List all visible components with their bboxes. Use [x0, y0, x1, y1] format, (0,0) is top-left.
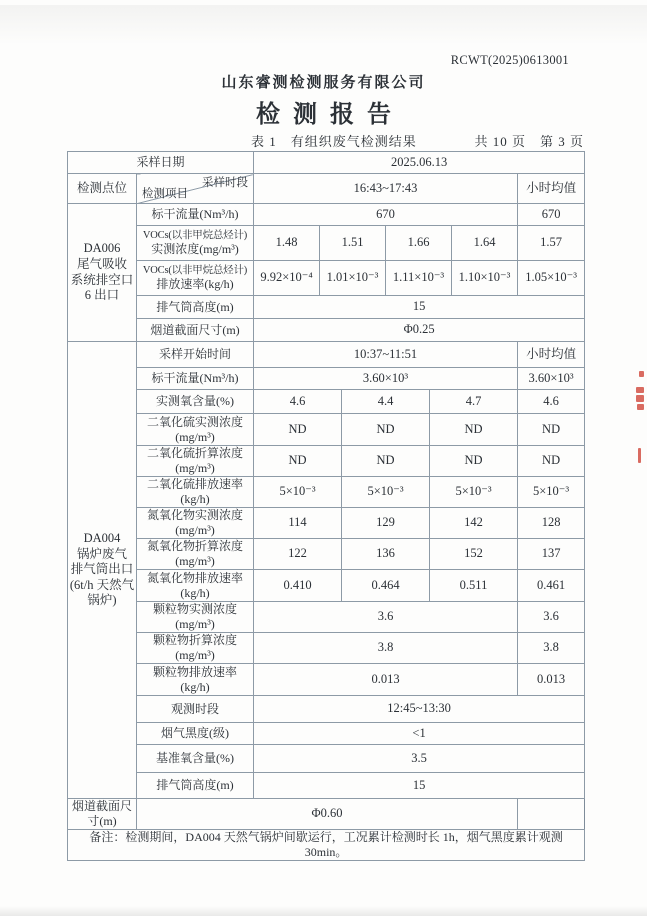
point-line: 尾气吸收: [76, 256, 127, 271]
table-row: [68, 508, 585, 539]
row-value: 1.01×10⁻³: [320, 261, 386, 296]
hourly-value: 670: [518, 204, 585, 226]
row-value: 1.64: [452, 226, 518, 261]
hourly-avg-header: 小时均值: [518, 174, 585, 204]
note-text: 备注：检测期间，DA004 天然气锅炉间歇运行，工况累计检测时长 1h，烟气黑度累计观测 30min。: [68, 830, 585, 861]
row-label-line2: (mg/m³): [175, 429, 215, 444]
hourly-value: 3.6: [518, 602, 585, 633]
row-label: 标干流量(Nm³/h): [137, 204, 254, 226]
results-table: [67, 151, 585, 861]
table-row: [68, 296, 585, 319]
hourly-value: 4.6: [518, 390, 585, 414]
table-row: [68, 633, 585, 664]
sampling-date-label: 采样日期: [68, 152, 254, 174]
row-label-line2: 排放速率(kg/h): [156, 277, 234, 292]
table-row: [68, 745, 585, 773]
row-label: 采样开始时间: [137, 342, 254, 368]
row-value: ND: [342, 414, 430, 446]
row-label: [137, 477, 254, 508]
point-line: DA006: [83, 241, 121, 256]
table-row: [68, 723, 585, 745]
table-row: [68, 773, 585, 799]
report-title: 检测报告: [256, 102, 404, 128]
row-value: 3.6: [254, 602, 518, 633]
hourly-value: 0.461: [518, 570, 585, 602]
diagonal-header-cell: [137, 174, 254, 204]
table-row: [68, 390, 585, 414]
row-label-line2: 实测浓度(mg/m³): [151, 242, 239, 257]
row-label: 排气筒高度(m): [137, 773, 254, 799]
table-row: [68, 696, 585, 723]
row-label: [137, 539, 254, 570]
report-number: RCWT(2025)0613001: [450, 53, 569, 67]
stamp-fragment: [637, 404, 644, 410]
row-label: [137, 226, 254, 261]
point-line: 锅炉废气: [76, 546, 127, 561]
table-row: [68, 446, 585, 477]
stamp-fragment: [636, 395, 644, 402]
row-label: 烟道截面尺寸(m): [137, 319, 254, 342]
row-value: 5×10⁻³: [342, 477, 430, 508]
row-label-line1: 二氧化硫排放速率: [147, 477, 244, 491]
row-value: 1.10×10⁻³: [452, 261, 518, 296]
row-label-line1: 氮氧化物排放速率: [147, 570, 244, 585]
row-value: ND: [430, 446, 518, 477]
row-label-line1: 二氧化硫实测浓度: [147, 414, 244, 429]
row-label: 基准氧含量(%): [137, 745, 254, 773]
table-row: [68, 152, 585, 174]
row-label: 实测氧含量(%): [137, 390, 254, 414]
row-value: ND: [430, 414, 518, 446]
row-value: 122: [254, 539, 342, 570]
row-label: [137, 508, 254, 539]
row-label-line1: 氮氧化物实测浓度: [147, 508, 244, 522]
row-label: 标干流量(Nm³/h): [137, 368, 254, 390]
row-value: 0.410: [254, 570, 342, 602]
diagonal-bottom-label: 检测项目: [142, 187, 188, 200]
row-label: [137, 446, 254, 477]
row-value: 0.511: [430, 570, 518, 602]
note-row: [68, 830, 585, 861]
row-label-line2: (mg/m³): [175, 648, 215, 662]
table-row: [68, 342, 585, 368]
scan-artifact-top: [0, 5, 647, 45]
row-value: 0.013: [254, 664, 518, 696]
point-line: 锅炉): [87, 593, 117, 608]
row-value: 0.464: [342, 570, 430, 602]
hourly-avg-header: 小时均值: [518, 342, 585, 368]
row-value: Φ0.25: [254, 319, 585, 342]
row-label: 观测时段: [137, 696, 254, 723]
row-label: [137, 633, 254, 664]
row-label: [137, 602, 254, 633]
hourly-value: ND: [518, 414, 585, 446]
point-line: (6t/h 天然气: [69, 577, 135, 592]
table-row: [68, 414, 585, 446]
hourly-value: 137: [518, 539, 585, 570]
table-row: [68, 539, 585, 570]
table-row: [68, 477, 585, 508]
hourly-value: 3.60×10³: [518, 368, 585, 390]
table-row: [68, 570, 585, 602]
hourly-value: 3.8: [518, 633, 585, 664]
row-value: 152: [430, 539, 518, 570]
stamp-fragment: [636, 387, 644, 393]
table-header-row: [68, 174, 585, 204]
hourly-value: 1.05×10⁻³: [518, 261, 585, 296]
row-label-line1: 二氧化硫折算浓度: [147, 446, 244, 460]
row-label: [137, 261, 254, 296]
hourly-value: 128: [518, 508, 585, 539]
row-label: [137, 570, 254, 602]
row-value: 136: [342, 539, 430, 570]
sampling-period-b: 10:37~11:51: [254, 342, 518, 368]
point-line: 排气筒出口: [70, 562, 134, 577]
row-label-line2: (mg/m³): [175, 554, 215, 568]
row-label: [137, 414, 254, 446]
row-label-line1: 颗粒物排放速率: [153, 664, 238, 679]
table-row: [68, 368, 585, 390]
point-line: 6 出口: [84, 288, 120, 303]
table-row: [68, 204, 585, 226]
row-label-line1: 颗粒物实测浓度: [153, 602, 238, 616]
scan-artifact-bottom: [0, 906, 647, 916]
company-name: 山东睿测检测服务有限公司: [221, 75, 426, 91]
monitor-point-header: 检测点位: [68, 174, 137, 204]
row-value: 1.11×10⁻³: [386, 261, 452, 296]
row-value: 670: [254, 204, 518, 226]
table-row: [68, 602, 585, 633]
row-value: 4.6: [254, 390, 342, 414]
row-value: 4.7: [430, 390, 518, 414]
row-label-line1: VOCs(以非甲烷总烃计): [142, 229, 248, 241]
point-line: 系统排空口: [70, 272, 134, 287]
row-label-line2: (kg/h): [180, 585, 210, 600]
sampling-date-value: 2025.06.13: [254, 152, 585, 174]
row-label-line1: 颗粒物折算浓度: [153, 633, 238, 647]
row-value: 9.92×10⁻⁴: [254, 261, 320, 296]
row-value: 1.48: [254, 226, 320, 261]
row-value: 5×10⁻³: [430, 477, 518, 508]
stamp-fragment: [639, 371, 644, 377]
table-row: [68, 261, 585, 296]
row-value: ND: [254, 414, 342, 446]
row-label: [137, 664, 254, 696]
row-label: 烟道截面尺寸(m): [68, 799, 137, 830]
page-info: 共 10 页 第 3 页: [474, 134, 584, 149]
table-row: [68, 226, 585, 261]
hourly-value: ND: [518, 446, 585, 477]
row-label-line2: (kg/h): [180, 679, 210, 694]
row-value: 114: [254, 508, 342, 539]
row-label: 排气筒高度(m): [137, 296, 254, 319]
point-line: DA004: [83, 530, 121, 545]
row-value: 3.5: [254, 745, 585, 773]
table-row: [68, 664, 585, 696]
row-value: 15: [254, 773, 585, 799]
row-value: <1: [254, 723, 585, 745]
table-caption-row: [67, 131, 584, 150]
row-label: 烟气黑度(级): [137, 723, 254, 745]
monitor-point-da006: [68, 204, 137, 342]
monitor-point-da004: [68, 342, 137, 799]
row-label-line2: (mg/m³): [175, 461, 215, 475]
row-value: ND: [254, 446, 342, 477]
sampling-period-a: 16:43~17:43: [254, 174, 518, 204]
table-row: [68, 799, 585, 830]
row-value: 1.66: [386, 226, 452, 261]
table-row: [68, 319, 585, 342]
row-value: 129: [342, 508, 430, 539]
stamp-fragment: [638, 448, 641, 463]
row-label-line2: (mg/m³): [175, 617, 215, 631]
diagonal-top-label: 采样时段: [202, 177, 249, 189]
row-label-line1: VOCs(以非甲烷总烃计): [142, 264, 248, 276]
row-label-line2: (kg/h): [180, 492, 210, 506]
row-value: 15: [254, 296, 585, 319]
row-value: 3.8: [254, 633, 518, 664]
row-value: ND: [342, 446, 430, 477]
row-value: 142: [430, 508, 518, 539]
row-label-line1: 氮氧化物折算浓度: [147, 539, 244, 553]
row-value: Φ0.60: [137, 799, 518, 830]
hourly-value: 5×10⁻³: [518, 477, 585, 508]
row-value: 3.60×10³: [254, 368, 518, 390]
row-value: 12:45~13:30: [254, 696, 585, 723]
hourly-value: 0.013: [518, 664, 585, 696]
row-label-line2: (mg/m³): [175, 523, 215, 537]
row-value: 1.51: [320, 226, 386, 261]
row-value: 4.4: [342, 390, 430, 414]
row-value: 5×10⁻³: [254, 477, 342, 508]
hourly-value: 1.57: [518, 226, 585, 261]
table-caption: 表 1 有组织废气检测结果: [251, 134, 417, 149]
